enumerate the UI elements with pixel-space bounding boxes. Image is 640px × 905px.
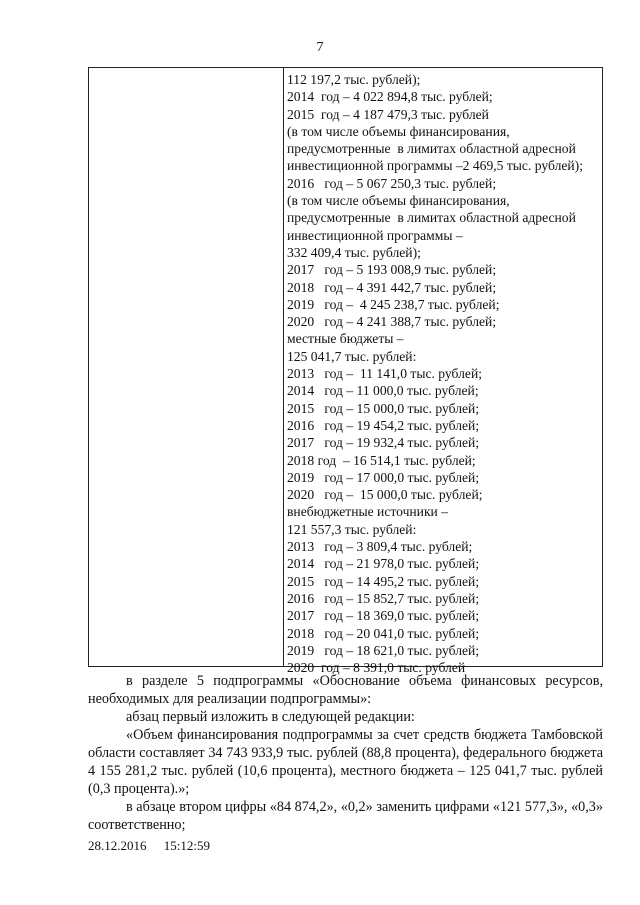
table-right-cell [287, 71, 599, 676]
table-line: инвестиционной программы –2 469,5 тыс. рублей); [287, 158, 583, 174]
table-line: предусмотренные в лимитах областной адресной [287, 141, 576, 157]
column-divider [283, 68, 284, 666]
funding-table [88, 67, 603, 676]
document-body [88, 672, 603, 834]
timestamp-time: 15:12:59 [163, 838, 210, 853]
table-line: (в том числе объемы финансирования, [287, 193, 510, 209]
paragraph-second-abzac: в абзаце втором цифры «84 874,2», «0,2» заменить цифрами «121 577,3», «0,3» соответственно; [88, 799, 603, 833]
table-line: 2018 год – 20 041,0 тыс. рублей; [287, 625, 480, 641]
table-line: 2019 год – 17 000,0 тыс. рублей; [287, 469, 480, 485]
paragraph-section-5: в разделе 5 подпрограммы «Обоснование объема финансовых ресурсов, необходимых для реализации подпрограммы»: [88, 673, 603, 707]
table-line: 2014 год – 21 978,0 тыс. рублей; [287, 556, 480, 572]
paragraph-quote: «Объем финансирования подпрограммы за счет средств бюджета Тамбовской области составляет 34 743 933,9 тыс. рублей (88,8 процента), федерального бюджета 4 155 281,2 тыс. рублей (10,6 процента), местного бюджета – 125 041,7 тыс. рублей (0,3 процента).»; [88, 727, 603, 797]
table-line: 2014 год – 4 022 894,8 тыс. рублей; [287, 89, 493, 105]
timestamp-date: 28.12.2016 [88, 838, 147, 853]
table-line: 2018 год – 4 391 442,7 тыс. рублей; [287, 279, 497, 295]
paragraph-first-abzac: абзац первый изложить в следующей редакции: [126, 709, 415, 725]
table-line: 2016 год – 19 454,2 тыс. рублей; [287, 417, 480, 433]
table-line: 2013 год – 3 809,4 тыс. рублей; [287, 539, 473, 555]
table-line: 112 197,2 тыс. рублей); [287, 72, 421, 87]
table-line: 125 041,7 тыс. рублей: [287, 348, 417, 364]
table-line: 2020 год – 15 000,0 тыс. рублей; [287, 487, 483, 503]
table-line: 2016 год – 5 067 250,3 тыс. рублей; [287, 175, 497, 191]
table-line: местные бюджеты – [287, 331, 404, 347]
table-line: (в том числе объемы финансирования, [287, 123, 510, 139]
table-line: 2017 год – 18 369,0 тыс. рублей; [287, 608, 480, 624]
table-line: 121 557,3 тыс. рублей: [287, 521, 417, 537]
table-line: 2017 год – 5 193 008,9 тыс. рублей; [287, 262, 497, 278]
table-line: 2019 год – 18 621,0 тыс. рублей; [287, 642, 480, 658]
page-number: 7 [316, 40, 324, 55]
table-line: 2017 год – 19 932,4 тыс. рублей; [287, 435, 480, 451]
table-line: внебюджетные источники – [287, 504, 449, 520]
table-line: 2018 год – 16 514,1 тыс. рублей; [287, 452, 476, 468]
table-line: 2013 год – 11 141,0 тыс. рублей; [287, 366, 482, 382]
table-line: 2015 год – 14 495,2 тыс. рублей; [287, 573, 480, 589]
table-line: инвестиционной программы – [287, 227, 463, 243]
table-line: 2020 год – 4 241 388,7 тыс. рублей; [287, 314, 497, 330]
timestamp [88, 838, 224, 854]
table-line: 2016 год – 15 852,7 тыс. рублей; [287, 590, 480, 606]
table-line: 2019 год – 4 245 238,7 тыс. рублей; [287, 296, 500, 312]
table-line: 2015 год – 4 187 479,3 тыс. рублей [287, 106, 489, 122]
table-line: 2020 год – 8 391,0 тыс. рублей [287, 660, 466, 676]
table-line: 2014 год – 11 000,0 тыс. рублей; [287, 383, 479, 399]
table-line: 2015 год – 15 000,0 тыс. рублей; [287, 400, 480, 416]
table-line: предусмотренные в лимитах областной адресной [287, 210, 576, 226]
table-line: 332 409,4 тыс. рублей); [287, 244, 421, 260]
